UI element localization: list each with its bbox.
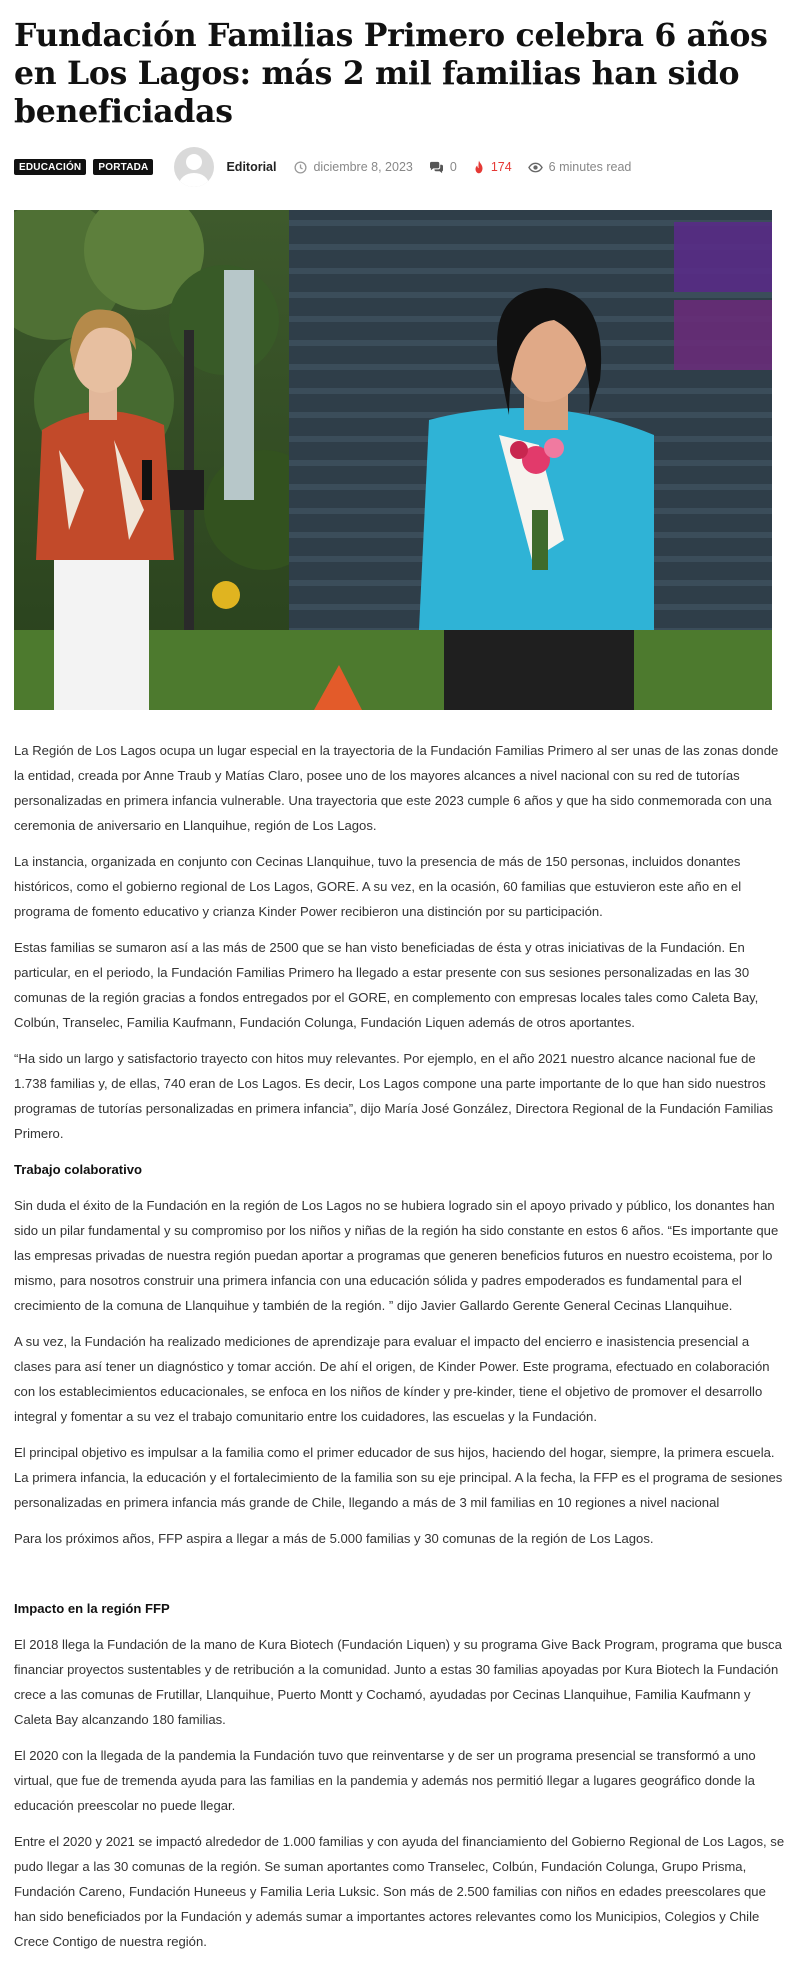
author-avatar[interactable] (174, 147, 214, 187)
article-container (14, 0, 786, 1949)
article-meta (14, 146, 786, 188)
comments-icon (429, 161, 444, 174)
category-badge-educacion[interactable]: EDUCACIÓN (14, 159, 86, 175)
article-title: Fundación Familias Primero celebra 6 años en Los Lagos: más 2 mil familias han sido beneficiadas (14, 17, 768, 130)
comments-link[interactable] (429, 160, 457, 174)
fire-icon (473, 160, 485, 174)
paragraph: El 2018 llega la Fundación de la mano de Kura Biotech (Fundación Liquen) y su programa Give Back Program, programa que busca financiar proyectos sustentables y de retribución a la comunidad. Junto a estas 30 familias apoyadas por Kura Biotech la Fundación crece a las comunas de Frutillar, Llanquihue, Puerto Montt y Cochamó, ayudadas por Cecinas Llanquihue, Familia Kaufmann y Caleta Bay alcanzando 180 familias. (14, 1637, 782, 1727)
paragraph: “Ha sido un largo y satisfactorio trayecto con hitos muy relevantes. Por ejemplo, en el año 2021 nuestro alcance nacional fue de 1.738 familias y, de ellas, 740 eran de Los Lagos. Es decir, Los Lagos compone una parte importante de lo que han sido nuestros programas de tutorías personalizadas en primera infancia”, dijo María José González, Directora Regional de la Fundación Familias Primero. (14, 1051, 774, 1141)
views-hot (473, 160, 512, 174)
paragraph: El principal objetivo es impulsar a la familia como el primer educador de sus hijos, haciendo del hogar, siempre, la primera escuela. La primera infancia, la educación y el fortalecimiento de la familia son su eje principal. A la fecha, la FFP es el programa de sesiones personalizadas en primera infancia más grande de Chile, llegando a más de 3 mil familias en 10 regiones a nivel nacional (14, 1445, 783, 1510)
article-body (14, 738, 786, 1965)
comments-count: 0 (449, 160, 457, 174)
spacer (14, 1562, 786, 1596)
paragraph: Sin duda el éxito de la Fundación en la región de Los Lagos no se hubiera logrado sin el apoyo privado y público, los donantes han sido un pilar fundamental y su compromiso por los niños y niñas de la región ha sido constante en estos 6 años. “Es importante que las empresas privadas de nuestra región puedan aportar a programas que generen beneficios futuros en nuestro ecoistema, por lo mismo, para nosotros construir una primera infancia con una educación sólida y padres empoderados es fundamental para el crecimiento de la comuna de Llanquihue y también de la región. ” dijo Javier Gallardo Gerente General Cecinas Llanquihue. (14, 1198, 779, 1313)
post-date-text: diciembre 8, 2023 (313, 160, 413, 174)
paragraph: La instancia, organizada en conjunto con Cecinas Llanquihue, tuvo la presencia de más de 150 personas, incluidos donantes históricos, como el gobierno regional de Los Lagos, GORE. A su vez, en la ocasión, 60 familias que estuvieron este año en el programa de fomento educativo y crianza Kinder Power recibieron una distinción por su participación. (14, 854, 742, 919)
read-time-text: 6 minutes read (548, 160, 632, 174)
read-time (528, 160, 632, 174)
category-badge-portada[interactable]: PORTADA (93, 159, 153, 175)
clock-icon (294, 161, 307, 174)
paragraph: Para los próximos años, FFP aspira a llegar a más de 5.000 familias y 30 comunas de la región de Los Lagos. (14, 1531, 654, 1546)
paragraph: Entre el 2020 y 2021 se impactó alrededor de 1.000 familias y con ayuda del financiamiento del Gobierno Regional de Los Lagos, se pudo llegar a las 30 comunas de la región. Se suman aportantes como Transelec, Colbún, Fundación Colunga, Grupo Prisma, Fundación Careno, Fundación Huneeus y Familia Leria Luksic. Son más de 2.500 familias con niños en edades preescolares que han sido beneficiados por la Fundación y además sumar a importantes actores relevantes como los Municipios, Colegios y Chile Crece Contigo de nuestra región. (14, 1834, 785, 1949)
section-heading: Impacto en la región FFP (14, 1601, 170, 1616)
paragraph: A su vez, la Fundación ha realizado mediciones de aprendizaje para evaluar el impacto del encierro e inasistencia presencial a clases para así tener un diagnóstico y tomar acción. De ahí el origen, de Kinder Power. Este programa, efectuado en colaboración con los establecimientos educacionales, se enfoca en los niños de kínder y pre-kinder, tiene el objetivo de promover el desarrollo integral y fomentar a su vez el trabajo comunitario entre los cuidadores, las escuelas y la Fundación. (14, 1334, 770, 1424)
paragraph: Estas familias se sumaron así a las más de 2500 que se han visto beneficiadas de ésta y otras iniciativas de la Fundación. En particular, en el periodo, la Fundación Familias Primero ha llegado a estar presente con sus sesiones personalizadas en las 30 comunas de la región gracias a fondos entregados por el GORE, en complemento con empresas locales tales como Caleta Bay, Colbún, Transelec, Familia Kaufmann, Fundación Colunga, Fundación Liquen además de otros aportantes. (14, 940, 759, 1030)
eye-icon (528, 162, 543, 173)
featured-photo (14, 210, 772, 710)
post-date (294, 160, 412, 174)
paragraph: La Región de Los Lagos ocupa un lugar especial en la trayectoria de la Fundación Familias Primero al ser unas de las zonas donde la entidad, creada por Anne Traub y Matías Claro, posee uno de los mayores alcances a nivel nacional con su red de tutorías personalizadas en primera infancia vulnerable. Una trayectoria que este 2023 cumple 6 años y que ha sido conmemorada con una ceremonia de aniversario en Llanquihue, región de Los Lagos. (14, 743, 779, 833)
author-name[interactable]: Editorial (226, 160, 277, 174)
views-count: 174 (490, 160, 512, 174)
section-heading: Trabajo colaborativo (14, 1162, 143, 1177)
paragraph: El 2020 con la llegada de la pandemia la Fundación tuvo que reinventarse y de ser un programa presencial se transformó a uno virtual, que fue de tremenda ayuda para las familias en la pandemia y además nos permitió llegar a lugares geográfico donde la educación preescolar no puede llegar. (14, 1748, 756, 1813)
featured-image (14, 210, 772, 710)
